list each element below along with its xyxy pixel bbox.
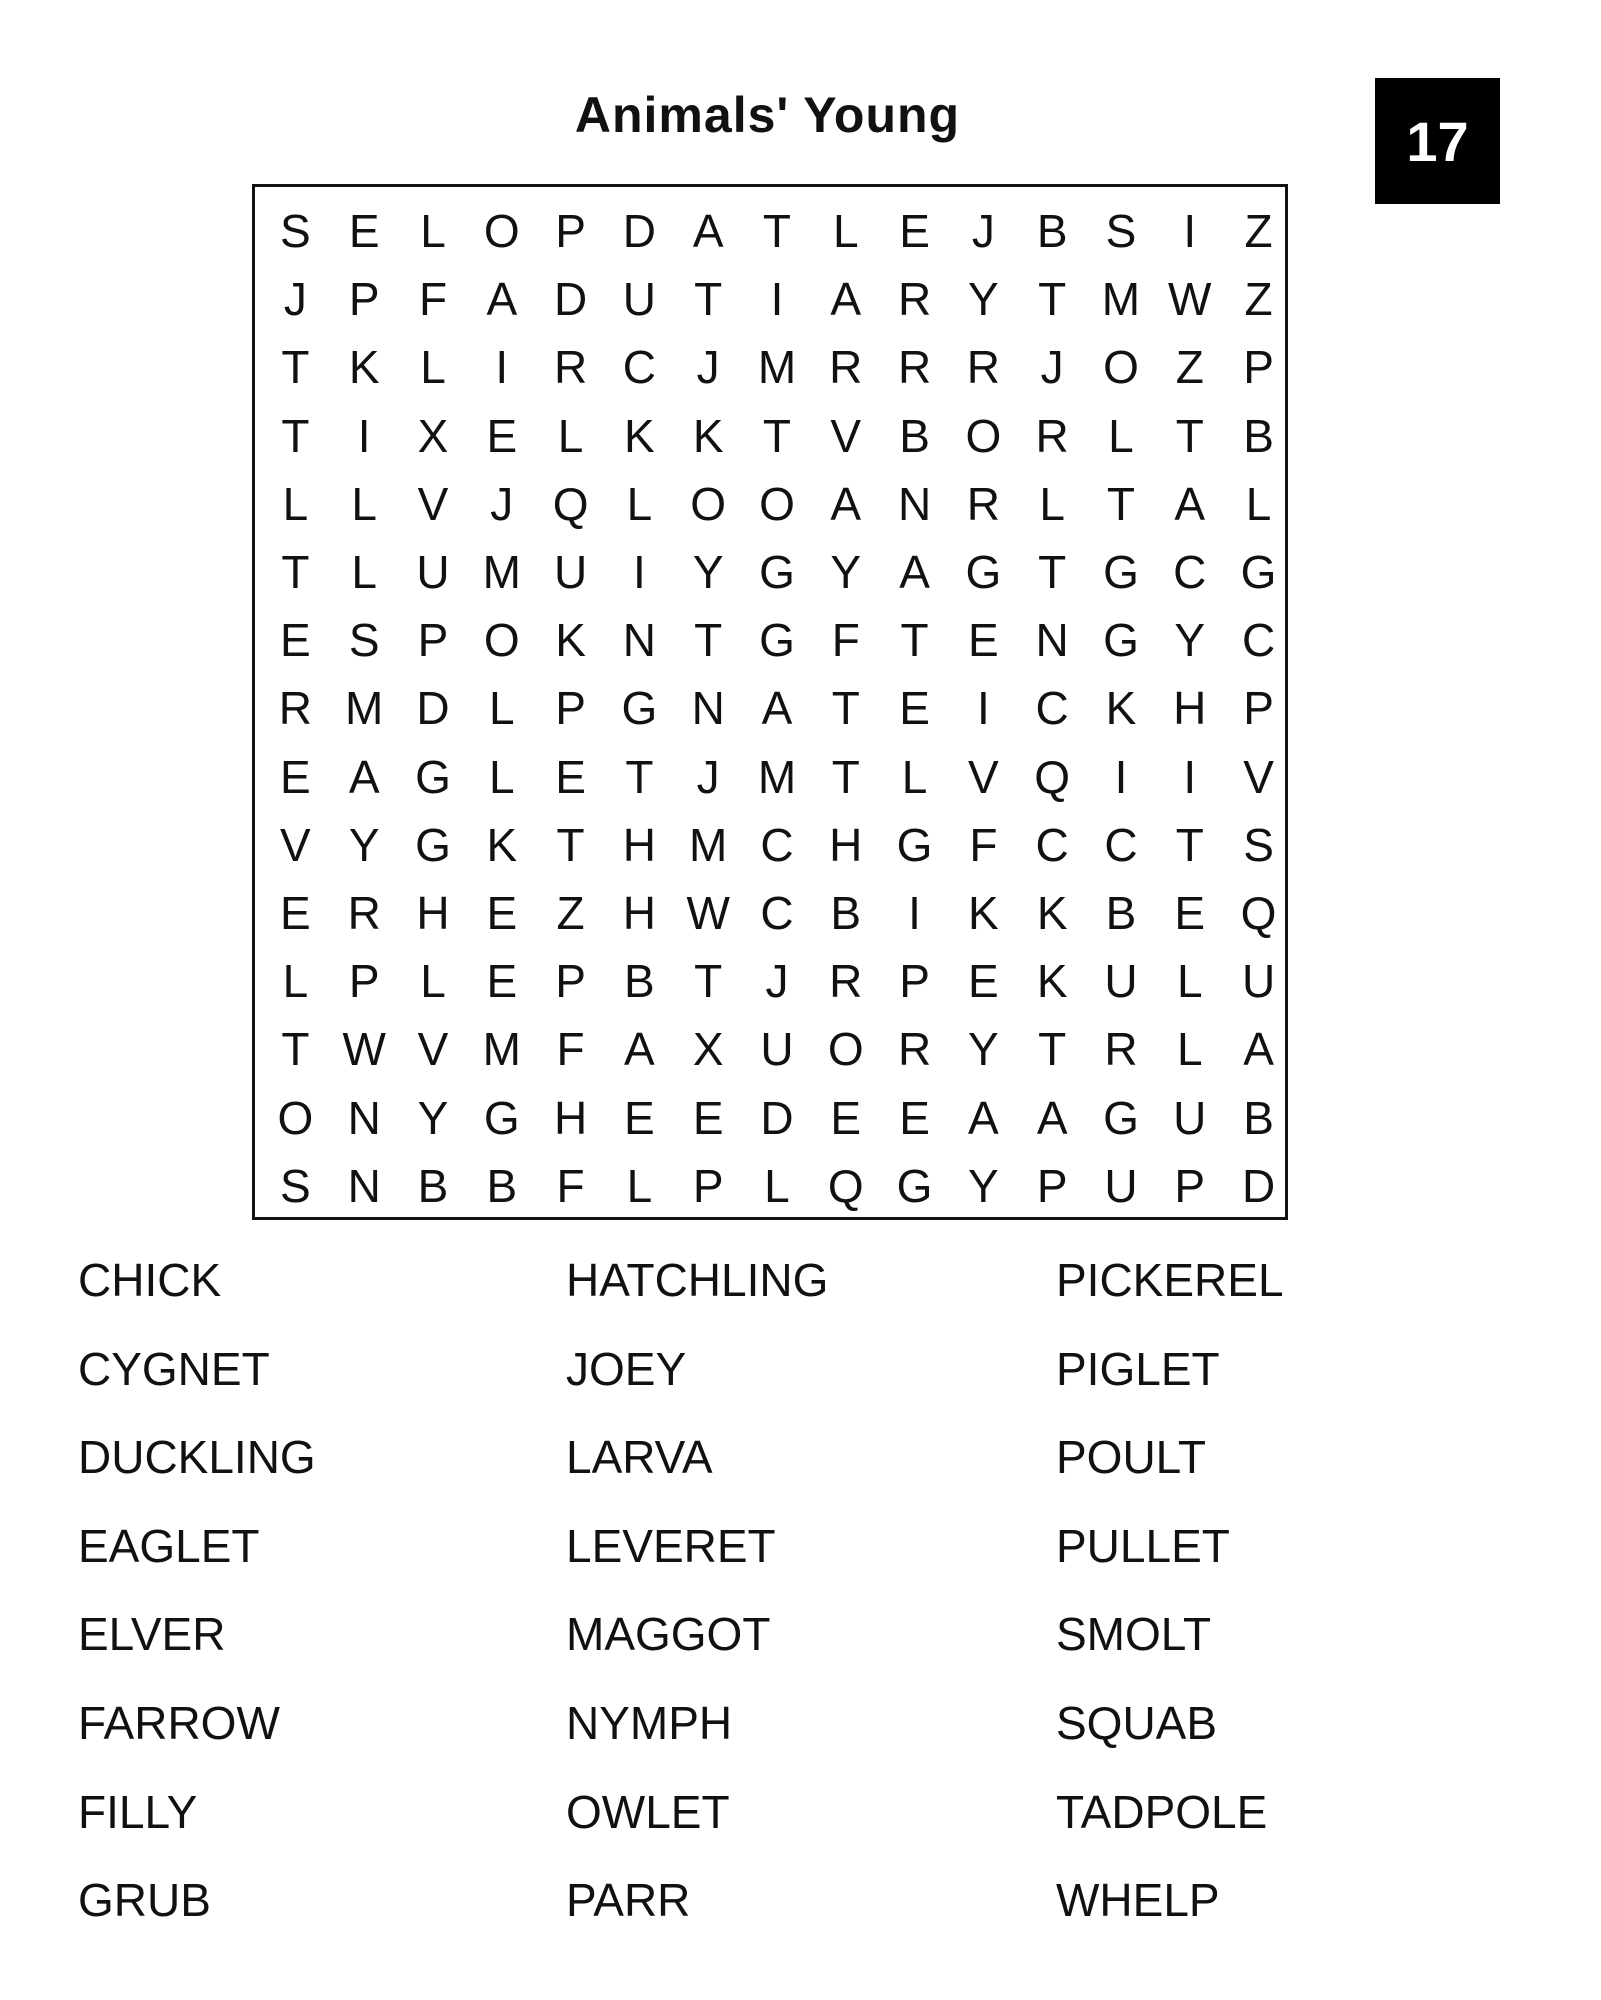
- word-list-item: POULT: [1056, 1431, 1206, 1484]
- grid-letter: R: [347, 886, 381, 939]
- grid-letter: E: [486, 886, 518, 939]
- grid-letter: L: [1108, 409, 1134, 462]
- grid-letter: G: [483, 1091, 520, 1144]
- grid-letter: N: [691, 682, 725, 735]
- grid-letter: T: [1038, 273, 1067, 326]
- grid-letter: H: [553, 1091, 588, 1144]
- grid-letter: A: [761, 682, 793, 735]
- grid-letter: O: [483, 614, 520, 667]
- grid-letter: N: [347, 1159, 381, 1212]
- grid-letter: F: [418, 273, 448, 326]
- letter-grid-frame: [252, 184, 1288, 1220]
- grid-letter: A: [1243, 1023, 1274, 1076]
- grid-letter: O: [483, 205, 520, 258]
- grid-letter: Z: [1175, 341, 1204, 394]
- grid-letter: G: [759, 614, 795, 667]
- grid-letter: H: [1173, 682, 1207, 735]
- grid-letter: L: [764, 1159, 790, 1212]
- word-list-item: ELVER: [78, 1608, 226, 1661]
- grid-letter: H: [622, 886, 656, 939]
- grid-letter: E: [555, 750, 586, 803]
- grid-letter: I: [908, 886, 921, 939]
- grid-letter: M: [345, 682, 384, 735]
- grid-letter: S: [1105, 205, 1137, 258]
- grid-letter: A: [1174, 477, 1206, 530]
- grid-letter: E: [348, 205, 380, 258]
- grid-letter: D: [416, 682, 450, 735]
- grid-letter: A: [830, 477, 862, 530]
- grid-letter: A: [348, 750, 380, 803]
- grid-letter: L: [420, 205, 446, 258]
- grid-letter: M: [1101, 273, 1141, 326]
- grid-letter: L: [626, 1159, 653, 1212]
- grid-letter: B: [830, 886, 862, 939]
- grid-letter: K: [1036, 955, 1068, 1008]
- grid-letter: E: [280, 750, 311, 803]
- grid-letter: P: [555, 955, 586, 1008]
- grid-letter: M: [757, 341, 797, 394]
- grid-letter: C: [1104, 818, 1138, 871]
- grid-letter: B: [1105, 886, 1137, 939]
- grid-letter: T: [1175, 818, 1204, 871]
- grid-letter: T: [900, 614, 929, 667]
- grid-letter: L: [1176, 955, 1203, 1008]
- word-list-item: LARVA: [566, 1431, 713, 1484]
- grid-letter: P: [1174, 1159, 1206, 1212]
- grid-letter: P: [692, 1159, 724, 1212]
- grid-letter: K: [348, 341, 380, 394]
- grid-letter: G: [965, 546, 1002, 599]
- grid-letter: V: [1243, 750, 1274, 803]
- grid-letter: J: [971, 205, 995, 258]
- grid-letter: U: [553, 546, 588, 599]
- grid-letter: M: [482, 1023, 521, 1076]
- grid-letter: G: [1103, 614, 1139, 667]
- grid-letter: U: [1104, 1159, 1138, 1212]
- grid-letter: B: [1036, 205, 1068, 258]
- grid-letter: A: [1036, 1091, 1068, 1144]
- grid-letter: E: [486, 955, 518, 1008]
- grid-letter: P: [348, 273, 380, 326]
- word-list-item: DUCKLING: [78, 1431, 316, 1484]
- grid-letter: A: [899, 546, 930, 599]
- grid-letter: L: [901, 750, 928, 803]
- grid-letter: P: [348, 955, 380, 1008]
- grid-letter: F: [831, 614, 860, 667]
- grid-letter: S: [348, 614, 380, 667]
- grid-letter: G: [621, 682, 658, 735]
- grid-letter: V: [417, 477, 449, 530]
- grid-letter: T: [1106, 477, 1136, 530]
- grid-letter: G: [1240, 546, 1277, 599]
- grid-letter: K: [692, 409, 724, 462]
- grid-letter: X: [417, 409, 449, 462]
- grid-letter: A: [624, 1023, 655, 1076]
- grid-letter: G: [415, 750, 451, 803]
- grid-letter: L: [1245, 477, 1272, 530]
- grid-letter: R: [897, 273, 932, 326]
- grid-letter: D: [760, 1091, 794, 1144]
- grid-letter: Y: [968, 1159, 999, 1212]
- grid-letter: Y: [417, 1091, 449, 1144]
- grid-letter: Z: [1244, 273, 1273, 326]
- grid-letter: T: [694, 614, 723, 667]
- grid-letter: Y: [348, 818, 380, 871]
- grid-letter: B: [899, 409, 930, 462]
- grid-letter: C: [760, 886, 794, 939]
- word-list-item: SMOLT: [1056, 1608, 1212, 1661]
- grid-letter: C: [1173, 546, 1207, 599]
- grid-letter: O: [1103, 341, 1139, 394]
- puzzle-title: Animals' Young: [574, 87, 961, 143]
- grid-letter: Y: [830, 546, 862, 599]
- grid-letter: G: [759, 546, 795, 599]
- grid-letter: I: [770, 273, 784, 326]
- word-list-item: PIGLET: [1056, 1342, 1220, 1395]
- grid-letter: N: [347, 1091, 381, 1144]
- word-list-item: PICKEREL: [1056, 1254, 1284, 1306]
- grid-letter: F: [556, 1023, 585, 1076]
- grid-letter: E: [692, 1091, 724, 1144]
- grid-letter: M: [482, 546, 521, 599]
- grid-letter: T: [281, 409, 310, 462]
- grid-letter: D: [553, 273, 588, 326]
- word-list-item: LEVERET: [566, 1519, 776, 1572]
- grid-letter: R: [966, 477, 1000, 530]
- grid-letter: L: [1176, 1023, 1203, 1076]
- grid-letter: L: [557, 409, 584, 462]
- grid-letter: T: [556, 818, 585, 871]
- grid-letter: Y: [968, 273, 999, 326]
- grid-letter: L: [488, 750, 515, 803]
- grid-letter: N: [622, 614, 656, 667]
- grid-letter: L: [1039, 477, 1065, 530]
- grid-letter: Y: [1174, 614, 1206, 667]
- grid-letter: E: [486, 409, 518, 462]
- grid-letter: T: [762, 409, 792, 462]
- grid-letter: R: [1035, 409, 1069, 462]
- grid-letter: I: [357, 409, 371, 462]
- grid-letter: P: [555, 205, 586, 258]
- grid-letter: E: [899, 682, 930, 735]
- grid-letter: J: [490, 477, 514, 530]
- grid-letter: W: [1168, 273, 1212, 326]
- grid-letter: P: [1036, 1159, 1068, 1212]
- grid-letter: Q: [827, 1159, 864, 1212]
- grid-letter: W: [686, 886, 730, 939]
- grid-letter: I: [1183, 205, 1197, 258]
- grid-letter: Z: [1244, 205, 1273, 258]
- grid-letter: O: [690, 477, 727, 530]
- grid-letter: G: [1103, 546, 1139, 599]
- grid-letter: J: [283, 273, 307, 326]
- grid-letter: C: [1241, 614, 1276, 667]
- grid-letter: T: [625, 750, 654, 803]
- grid-letter: V: [968, 750, 999, 803]
- grid-letter: C: [760, 818, 794, 871]
- grid-letter: J: [1040, 341, 1064, 394]
- grid-letter: H: [622, 818, 656, 871]
- grid-letter: R: [278, 682, 313, 735]
- grid-letter: E: [280, 886, 311, 939]
- grid-letter: A: [692, 205, 724, 258]
- grid-letter: C: [622, 341, 656, 394]
- grid-letter: G: [1103, 1091, 1139, 1144]
- letter-grid: [261, 197, 1281, 1217]
- word-list-item: WHELP: [1056, 1874, 1220, 1927]
- grid-letter: T: [831, 750, 860, 803]
- grid-letter: I: [495, 341, 509, 394]
- grid-letter: E: [968, 614, 999, 667]
- grid-letter: V: [280, 818, 311, 871]
- grid-letter: R: [897, 1023, 932, 1076]
- grid-letter: W: [342, 1023, 386, 1076]
- grid-letter: O: [827, 1023, 864, 1076]
- grid-letter: U: [622, 273, 656, 326]
- grid-letter: P: [1243, 682, 1274, 735]
- grid-letter: S: [280, 205, 311, 258]
- grid-letter: R: [829, 341, 863, 394]
- grid-letter: P: [899, 955, 930, 1008]
- grid-letter: I: [976, 682, 990, 735]
- grid-letter: T: [1038, 1023, 1067, 1076]
- grid-letter: E: [899, 1091, 930, 1144]
- grid-letter: I: [632, 546, 646, 599]
- grid-letter: N: [897, 477, 932, 530]
- word-list-item: SQUAB: [1056, 1696, 1218, 1749]
- grid-letter: A: [968, 1091, 999, 1144]
- grid-letter: T: [281, 1023, 310, 1076]
- grid-letter: S: [280, 1159, 311, 1212]
- word-list: [78, 1250, 1538, 1970]
- grid-letter: H: [829, 818, 863, 871]
- grid-letter: R: [897, 341, 932, 394]
- word-list-item: TADPOLE: [1056, 1785, 1268, 1838]
- grid-letter: L: [282, 477, 309, 530]
- grid-letter: L: [420, 341, 446, 394]
- word-list-item: NYMPH: [566, 1696, 733, 1749]
- grid-letter: O: [277, 1091, 314, 1144]
- grid-letter: V: [417, 1023, 449, 1076]
- grid-letter: U: [760, 1023, 794, 1076]
- word-list-item: FILLY: [78, 1785, 198, 1838]
- grid-letter: O: [965, 409, 1002, 462]
- grid-letter: D: [622, 205, 656, 258]
- grid-letter: E: [624, 1091, 655, 1144]
- grid-letter: L: [282, 955, 309, 1008]
- word-list-item: FARROW: [78, 1696, 280, 1749]
- grid-letter: K: [968, 886, 999, 939]
- grid-letter: P: [1243, 341, 1274, 394]
- grid-letter: K: [1036, 886, 1068, 939]
- grid-letter: U: [1173, 1091, 1207, 1144]
- grid-letter: S: [1243, 818, 1274, 871]
- grid-letter: F: [556, 1159, 585, 1212]
- word-list-item: PULLET: [1056, 1519, 1230, 1572]
- grid-letter: L: [351, 477, 377, 530]
- grid-letter: N: [1035, 614, 1069, 667]
- grid-letter: T: [281, 546, 310, 599]
- grid-letter: I: [1114, 750, 1128, 803]
- grid-letter: Y: [968, 1023, 999, 1076]
- grid-letter: E: [899, 205, 930, 258]
- grid-letter: K: [486, 818, 518, 871]
- grid-letter: T: [831, 682, 860, 735]
- grid-letter: A: [486, 273, 518, 326]
- grid-letter: C: [1035, 682, 1069, 735]
- word-list-item: MAGGOT: [566, 1608, 771, 1661]
- grid-letter: L: [832, 205, 859, 258]
- grid-letter: R: [829, 955, 863, 1008]
- grid-letter: T: [1038, 546, 1067, 599]
- word-list-item: EAGLET: [78, 1519, 260, 1572]
- grid-letter: J: [696, 341, 720, 394]
- grid-letter: X: [692, 1023, 724, 1076]
- grid-letter: B: [486, 1159, 518, 1212]
- word-column-3: [1056, 1250, 1284, 1959]
- grid-letter: J: [765, 955, 789, 1008]
- grid-letter: F: [969, 818, 998, 871]
- grid-letter: U: [1241, 955, 1276, 1008]
- grid-letter: B: [624, 955, 655, 1008]
- grid-letter: L: [626, 477, 653, 530]
- grid-letter: G: [896, 1159, 933, 1212]
- grid-letter: U: [416, 546, 450, 599]
- grid-letter: B: [417, 1159, 449, 1212]
- grid-letter: L: [420, 955, 446, 1008]
- grid-letter: Q: [1034, 750, 1071, 803]
- grid-letter: Q: [1240, 886, 1277, 939]
- grid-letter: Z: [556, 886, 585, 939]
- grid-letter: Y: [692, 546, 724, 599]
- grid-letter: E: [280, 614, 311, 667]
- grid-letter: I: [1183, 750, 1197, 803]
- word-list-item: HATCHLING: [566, 1254, 829, 1306]
- grid-letter: J: [696, 750, 720, 803]
- grid-letter: U: [1104, 955, 1138, 1008]
- grid-letter: G: [896, 818, 933, 871]
- grid-letter: D: [1241, 1159, 1276, 1212]
- grid-letter: T: [281, 341, 310, 394]
- word-column-2: [566, 1250, 828, 1959]
- grid-letter: K: [624, 409, 655, 462]
- page-number-badge: 17: [1375, 78, 1500, 204]
- word-list-item: OWLET: [566, 1785, 730, 1838]
- word-column-1: [78, 1250, 316, 1959]
- grid-letter: H: [416, 886, 450, 939]
- grid-letter: T: [694, 273, 723, 326]
- grid-letter: T: [694, 955, 723, 1008]
- grid-letter: B: [1243, 1091, 1274, 1144]
- word-list-item: GRUB: [78, 1874, 211, 1927]
- grid-letter: B: [1243, 409, 1274, 462]
- word-list-item: CHICK: [78, 1254, 222, 1306]
- grid-letter: P: [555, 682, 586, 735]
- word-list-item: JOEY: [566, 1342, 687, 1395]
- grid-letter: M: [689, 818, 728, 871]
- grid-letter: E: [968, 955, 999, 1008]
- grid-letter: T: [762, 205, 792, 258]
- grid-letter: L: [488, 682, 515, 735]
- grid-letter: K: [1105, 682, 1137, 735]
- grid-letter: T: [1175, 409, 1204, 462]
- word-list-item: PARR: [566, 1874, 691, 1927]
- grid-letter: V: [830, 409, 862, 462]
- grid-letter: C: [1035, 818, 1069, 871]
- grid-letter: P: [417, 614, 449, 667]
- grid-letter: L: [351, 546, 377, 599]
- word-list-item: CYGNET: [78, 1342, 270, 1395]
- grid-letter: K: [555, 614, 586, 667]
- grid-letter: G: [415, 818, 451, 871]
- grid-letter: R: [1104, 1023, 1138, 1076]
- grid-letter: M: [757, 750, 797, 803]
- grid-letter: Q: [552, 477, 589, 530]
- grid-letter: E: [1174, 886, 1206, 939]
- grid-letter: E: [830, 1091, 862, 1144]
- grid-letter: R: [966, 341, 1000, 394]
- grid-letter: O: [759, 477, 795, 530]
- grid-letter: A: [830, 273, 862, 326]
- grid-letter: R: [553, 341, 588, 394]
